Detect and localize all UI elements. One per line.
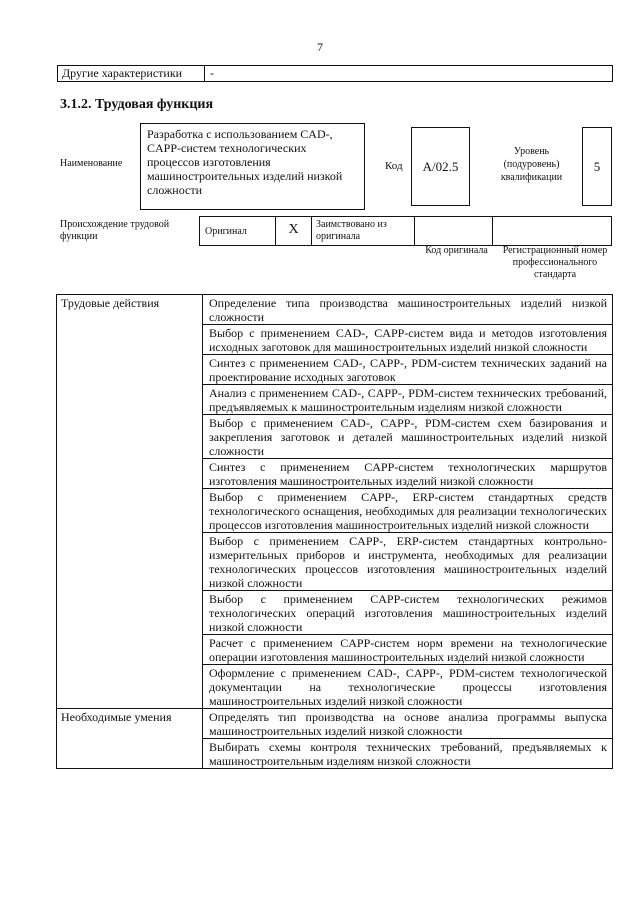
section-title: 3.1.2. Трудовая функция [60, 97, 214, 112]
function-name-box: Разработка с использованием CAD-, CAPP-систем технологических процессов изготовления машиностроительных изделий низкой сложности [140, 123, 365, 210]
origin-original-label: Оригинал [199, 217, 275, 245]
skill-item: Выбирать схемы контроля технических требований, предъявляемых к машиностроительным изделиям низкой сложности [203, 739, 613, 769]
action-item: Выбор с применением CAPP-систем технологических режимов технологических операций изготовления машиностроительных изделий низкой сложности [203, 591, 613, 635]
action-item: Синтез с применением CAD-, CAPP-, PDM-систем технических заданий на проектирование исходных заготовок [203, 355, 613, 385]
labor-function-table [56, 294, 613, 769]
table-row [57, 709, 613, 739]
skill-item: Определять тип производства на основе анализа программы выпуска машиностроительных изделий низкой сложности [203, 709, 613, 739]
name-label: Наименование [60, 158, 123, 169]
action-item: Выбор с применением CAD-, CAPP-систем вида и методов изготовления исходных заготовок для машиностроительных изделий низкой сложности [203, 325, 613, 355]
origin-table [199, 216, 612, 246]
origin-borrowed-label: Заимствовано из оригинала [311, 217, 414, 245]
function-code-box: A/02.5 [411, 127, 470, 206]
actions-category-label: Трудовые действия [57, 295, 203, 709]
action-item: Расчет с применением CAPP-систем норм времени на технологические операции изготовления машиностроительных изделий низкой сложности [203, 635, 613, 665]
other-characteristics-row [57, 65, 613, 82]
qualification-level-label: Уровень (подуровень) квалификации [500, 146, 563, 183]
action-item: Выбор с применением CAPP-, ERP-систем стандартных средств технологического оснащения, необходимых для реализации технологических процессов изготовления машиностроительных изделий низкой сложности [203, 489, 613, 533]
page-number: 7 [317, 40, 323, 54]
qualification-level-box: 5 [582, 127, 612, 206]
origin-label: Происхождение трудовой функции [60, 219, 170, 242]
other-characteristics-label: Другие характеристики [58, 66, 205, 81]
table-row [57, 295, 613, 325]
action-item: Выбор с применением CAD-, CAPP-, PDM-систем схем базирования и закрепления заготовок и деталей машиностроительных изделий низкой сложности [203, 415, 613, 459]
reg-number-caption: Регистрационный номер профессионального стандарта [502, 245, 608, 280]
action-item: Оформление с применением CAD-, CAPP-, PDM-систем технологической документации на технологические процессы изготовления машиностроительных изделий низкой сложности [203, 665, 613, 709]
action-item: Определение типа производства машиностроительных изделий низкой сложности [203, 295, 613, 325]
action-item: Выбор с применением CAPP-, ERP-систем стандартных контрольно-измерительных приборов и инструмента, необходимых для реализации технологических процессов изготовления машиностроительных изделий низкой сложности [203, 533, 613, 591]
origin-reg-number-cell [492, 217, 612, 245]
action-item: Синтез с применением CAPP-систем технологических маршрутов изготовления машиностроительных изделий низкой сложности [203, 459, 613, 489]
action-item: Анализ с применением CAD-, CAPP-, PDM-систем технических требований, предъявляемых к машиностроительным изделиям низкой сложности [203, 385, 613, 415]
origin-code-cell [414, 217, 492, 245]
other-characteristics-value: - [210, 66, 214, 80]
skills-category-label: Необходимые умения [57, 709, 203, 769]
code-original-caption: Код оригинала [425, 245, 488, 256]
code-label: Код [385, 160, 403, 172]
origin-original-mark: X [275, 217, 311, 245]
